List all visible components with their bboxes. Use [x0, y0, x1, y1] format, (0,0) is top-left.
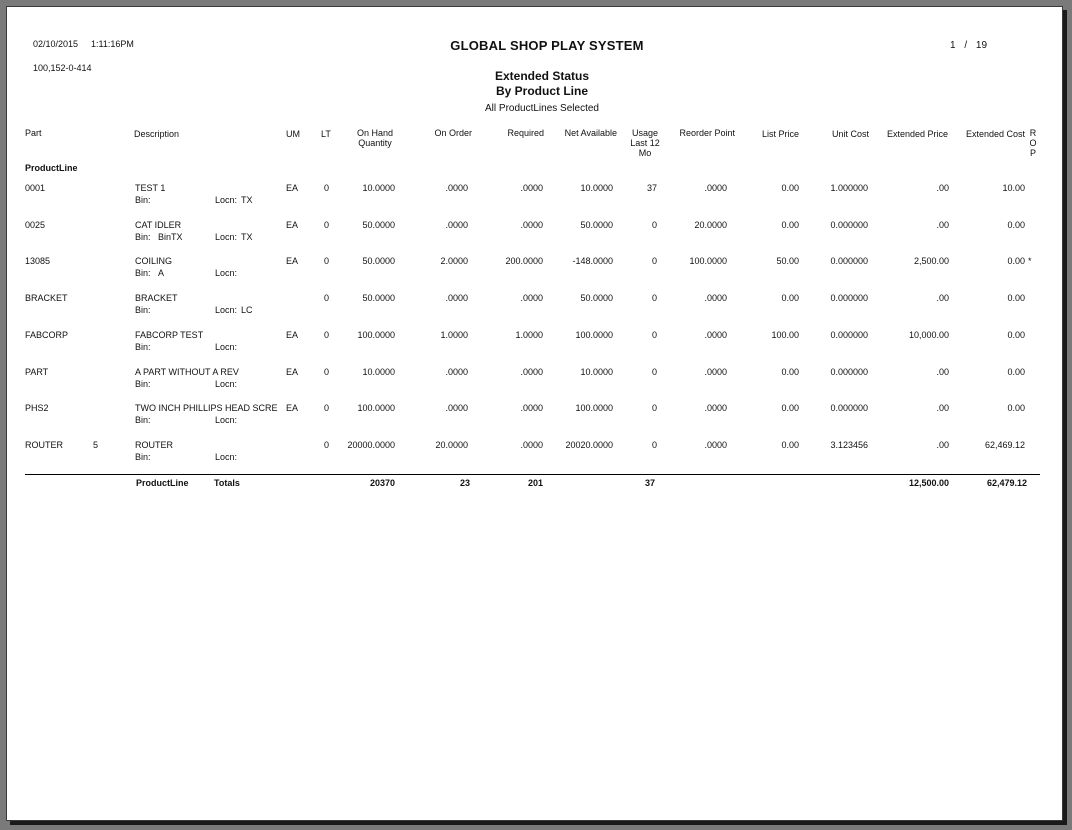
cell-description: CAT IDLER: [135, 220, 182, 230]
cell-list-price: 0.00: [781, 183, 799, 193]
locn-label: Locn:: [215, 415, 238, 425]
bin-label: Bin:: [135, 195, 151, 205]
col-reorder-point: Reorder Point: [679, 128, 735, 138]
cell-unit-cost: 0.000000: [830, 293, 868, 303]
cell-unit-cost: 0.000000: [830, 330, 868, 340]
cell-description: BRACKET: [135, 293, 178, 303]
col-list-price: List Price: [761, 129, 799, 139]
cell-part: PART: [25, 367, 49, 377]
cell-reorder-point: 100.0000: [689, 256, 727, 266]
cell-part: FABCORP: [25, 330, 69, 340]
cell-lt: 0: [323, 440, 329, 450]
cell-usage: 0: [651, 330, 657, 340]
cell-unit-cost: 0.000000: [830, 220, 868, 230]
cell-part: 13085: [25, 256, 51, 266]
cell-reorder-point: .0000: [704, 183, 727, 193]
col-usage-line2: Last 12: [630, 138, 660, 148]
cell-list-price: 100.00: [771, 330, 799, 340]
cell-locn: TX: [241, 232, 253, 242]
cell-on-hand: 50.0000: [362, 293, 395, 303]
col-usage-line1: Usage: [631, 128, 658, 138]
cell-extended-cost: 0.00: [1007, 330, 1025, 340]
cell-net-available: 100.0000: [575, 330, 613, 340]
cell-description: TEST 1: [135, 183, 166, 193]
locn-label: Locn:: [215, 268, 238, 278]
cell-um: EA: [286, 256, 299, 266]
cell-list-price: 0.00: [781, 293, 799, 303]
cell-um: EA: [286, 330, 299, 340]
cell-net-available: 10.0000: [580, 367, 613, 377]
cell-extended-price: .00: [936, 403, 949, 413]
total-extended-price: 12,500.00: [908, 478, 949, 488]
col-on-hand-line2: Quantity: [358, 138, 392, 148]
total-on-order: 23: [459, 478, 470, 488]
cell-on-hand: 10.0000: [362, 183, 395, 193]
cell-on-order: .0000: [445, 293, 468, 303]
cell-usage: 0: [651, 440, 657, 450]
col-extended-price: Extended Price: [886, 129, 948, 139]
cell-lt: 0: [323, 330, 329, 340]
cell-extended-price: .00: [936, 183, 949, 193]
col-extended-cost: Extended Cost: [965, 129, 1025, 139]
cell-description: A PART WITHOUT A REV: [135, 367, 239, 377]
col-um: UM: [286, 129, 300, 139]
page-separator: /: [964, 40, 968, 51]
cell-on-hand: 50.0000: [362, 256, 395, 266]
cell-lt: 0: [323, 403, 329, 413]
cell-net-available: 10.0000: [580, 183, 613, 193]
cell-description: TWO INCH PHILLIPS HEAD SCRE: [135, 403, 278, 413]
col-rop-line2: O: [1029, 138, 1037, 148]
cell-reorder-point: .0000: [704, 403, 727, 413]
cell-usage: 0: [651, 220, 657, 230]
bin-label: Bin:: [135, 415, 151, 425]
cell-lt: 0: [323, 367, 329, 377]
col-unit-cost: Unit Cost: [831, 129, 869, 139]
cell-list-price: 0.00: [781, 220, 799, 230]
cell-list-price: 50.00: [776, 256, 799, 266]
bin-label: Bin:: [135, 305, 151, 315]
cell-part: ROUTER: [25, 440, 63, 450]
cell-net-available: 50.0000: [580, 293, 613, 303]
cell-reorder-point: .0000: [704, 330, 727, 340]
cell-net-available: -148.0000: [572, 256, 613, 266]
locn-label: Locn:: [215, 305, 238, 315]
report-date: 02/10/2015: [33, 39, 79, 49]
cell-on-order: .0000: [445, 403, 468, 413]
cell-rev: 5: [93, 440, 99, 450]
cell-part: BRACKET: [25, 293, 68, 303]
cell-on-hand: 50.0000: [362, 220, 395, 230]
cell-on-order: .0000: [445, 220, 468, 230]
cell-usage: 0: [651, 293, 657, 303]
cell-rop: *: [1028, 256, 1032, 266]
cell-list-price: 0.00: [781, 367, 799, 377]
cell-description: ROUTER: [135, 440, 173, 450]
page-current: 1: [950, 40, 956, 51]
col-lt: LT: [321, 129, 331, 139]
cell-description: FABCORP TEST: [135, 330, 204, 340]
cell-unit-cost: 0.000000: [830, 403, 868, 413]
cell-net-available: 100.0000: [575, 403, 613, 413]
cell-um: EA: [286, 183, 299, 193]
col-usage-line3: Mo: [638, 148, 652, 158]
cell-extended-price: .00: [936, 440, 949, 450]
report-page: [6, 6, 1063, 821]
cell-usage: 0: [651, 367, 657, 377]
cell-unit-cost: 0.000000: [830, 367, 868, 377]
col-description: Description: [134, 129, 180, 139]
cell-reorder-point: 20.0000: [694, 220, 727, 230]
report-time: 1:11:16PM: [91, 39, 134, 49]
bin-label: Bin:: [135, 342, 151, 352]
locn-label: Locn:: [215, 232, 238, 242]
cell-on-order: .0000: [445, 183, 468, 193]
report-selection: All ProductLines Selected: [485, 103, 599, 114]
locn-label: Locn:: [215, 452, 238, 462]
cell-list-price: 0.00: [781, 440, 799, 450]
cell-extended-price: .00: [936, 293, 949, 303]
cell-required: .0000: [520, 403, 543, 413]
cell-lt: 0: [323, 293, 329, 303]
cell-unit-cost: 3.123456: [830, 440, 868, 450]
cell-list-price: 0.00: [781, 403, 799, 413]
cell-on-hand: 10.0000: [362, 367, 395, 377]
cell-required: 200.0000: [505, 256, 543, 266]
cell-required: 1.0000: [515, 330, 543, 340]
cell-net-available: 50.0000: [580, 220, 613, 230]
col-rop-line1: R: [1029, 128, 1037, 138]
cell-on-hand: 100.0000: [357, 403, 395, 413]
bin-label: Bin:: [135, 452, 151, 462]
cell-reorder-point: .0000: [704, 367, 727, 377]
cell-required: .0000: [520, 367, 543, 377]
page-total: 19: [975, 40, 988, 51]
col-on-hand: [345, 128, 405, 148]
total-required: 201: [527, 478, 543, 488]
cell-um: EA: [286, 403, 299, 413]
total-extended-cost: 62,479.12: [986, 478, 1027, 488]
col-on-hand-line1: On Hand: [356, 128, 394, 138]
cell-unit-cost: 1.000000: [830, 183, 868, 193]
cell-required: .0000: [520, 183, 543, 193]
cell-reorder-point: .0000: [704, 293, 727, 303]
cell-usage: 0: [651, 403, 657, 413]
cell-part: PHS2: [25, 403, 49, 413]
report-ref: 100,152-0-414: [33, 63, 92, 73]
col-part: Part: [25, 128, 42, 138]
locn-label: Locn:: [215, 379, 238, 389]
cell-on-order: 20.0000: [435, 440, 468, 450]
cell-extended-cost: 0.00: [1007, 220, 1025, 230]
cell-extended-cost: 62,469.12: [984, 440, 1025, 450]
cell-on-order: 2.0000: [440, 256, 468, 266]
totals-label-productline: ProductLine: [136, 478, 189, 488]
totals-divider: [25, 474, 1040, 475]
col-usage: [621, 128, 669, 158]
cell-part: 0025: [25, 220, 46, 230]
report-subtitle: By Product Line: [495, 84, 588, 98]
cell-extended-price: .00: [936, 220, 949, 230]
col-net-available: Net Available: [564, 128, 617, 138]
cell-net-available: 20020.0000: [565, 440, 613, 450]
cell-usage: 37: [646, 183, 657, 193]
report-title: Extended Status: [494, 69, 590, 83]
bin-label: Bin:: [135, 268, 151, 278]
bin-label: Bin:: [135, 232, 151, 242]
cell-required: .0000: [520, 440, 543, 450]
cell-on-order: 1.0000: [440, 330, 468, 340]
cell-required: .0000: [520, 293, 543, 303]
cell-um: EA: [286, 367, 299, 377]
group-label: ProductLine: [25, 163, 78, 173]
totals-label: Totals: [214, 478, 240, 488]
bin-label: Bin:: [135, 379, 151, 389]
total-on-hand: 20370: [369, 478, 395, 488]
cell-extended-cost: 0.00: [1007, 403, 1025, 413]
cell-extended-cost: 0.00: [1007, 256, 1025, 266]
page-number: [950, 40, 987, 51]
cell-lt: 0: [323, 183, 329, 193]
cell-lt: 0: [323, 220, 329, 230]
cell-unit-cost: 0.000000: [830, 256, 868, 266]
cell-bin: BinTX: [158, 232, 183, 242]
col-on-order: On Order: [434, 128, 472, 138]
col-rop: [1027, 128, 1039, 158]
cell-extended-price: 2,500.00: [913, 256, 949, 266]
company-name: GLOBAL SHOP PLAY SYSTEM: [450, 38, 644, 53]
cell-um: EA: [286, 220, 299, 230]
cell-extended-cost: 0.00: [1007, 293, 1025, 303]
cell-on-hand: 100.0000: [357, 330, 395, 340]
cell-extended-cost: 0.00: [1007, 367, 1025, 377]
cell-description: COILING: [135, 256, 173, 266]
cell-extended-price: .00: [936, 367, 949, 377]
locn-label: Locn:: [215, 342, 238, 352]
locn-label: Locn:: [215, 195, 238, 205]
col-rop-line3: P: [1029, 148, 1036, 158]
cell-locn: TX: [241, 195, 253, 205]
cell-usage: 0: [651, 256, 657, 266]
cell-lt: 0: [323, 256, 329, 266]
total-usage: 37: [644, 478, 655, 488]
cell-on-order: .0000: [445, 367, 468, 377]
cell-part: 0001: [25, 183, 46, 193]
cell-extended-price: 10,000.00: [908, 330, 949, 340]
cell-reorder-point: .0000: [704, 440, 727, 450]
cell-bin: A: [158, 268, 165, 278]
cell-on-hand: 20000.0000: [347, 440, 395, 450]
cell-required: .0000: [520, 220, 543, 230]
cell-extended-cost: 10.00: [1002, 183, 1025, 193]
cell-locn: LC: [241, 305, 253, 315]
col-required: Required: [507, 128, 544, 138]
